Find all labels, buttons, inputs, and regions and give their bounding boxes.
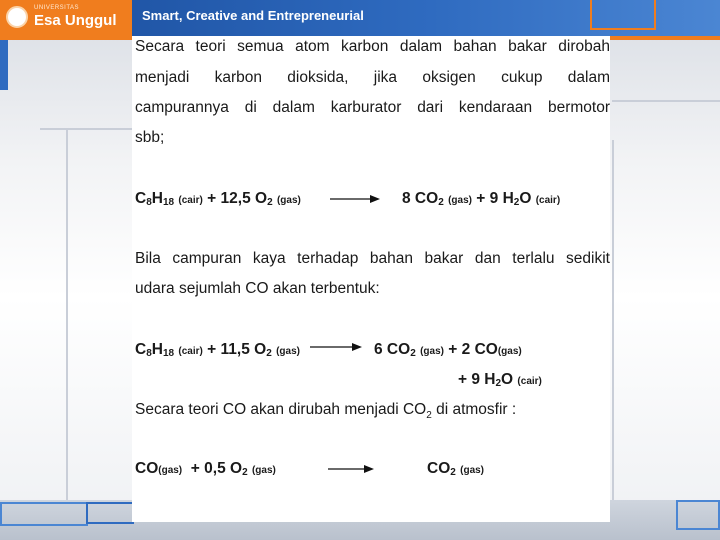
eq-text: + 9 H xyxy=(476,190,514,207)
header-bar xyxy=(0,0,720,36)
eq-state: (gas) xyxy=(276,195,301,206)
eq-text: CO xyxy=(135,460,159,477)
eq-subscript: 2 xyxy=(242,467,248,478)
eq-text: + 0,5 O xyxy=(190,460,243,477)
paragraph-line: Bila campuran kaya terhadap bahan bakar dan terlalu sedikit xyxy=(135,250,610,267)
footer-decor-box xyxy=(0,502,88,526)
logo-name: Esa Unggul xyxy=(34,12,117,29)
eq-text: + 9 H xyxy=(458,371,496,388)
decor-line xyxy=(66,128,68,508)
reaction-arrow-icon xyxy=(328,464,374,474)
eq-subscript: 2 xyxy=(267,197,273,208)
reaction-arrow-icon xyxy=(330,194,380,204)
eq-subscript: 2 xyxy=(438,197,444,208)
equation-2-products-cont xyxy=(458,371,542,389)
eq-state: (gas) xyxy=(420,346,444,357)
reaction-arrow-icon xyxy=(310,342,362,352)
eq-text: C xyxy=(135,341,147,358)
paragraph-line: Secara teori semua atom karbon dalam bahan bakar dirobah xyxy=(135,38,610,55)
paragraph-line xyxy=(135,401,516,421)
eq-text: + 2 CO xyxy=(448,341,498,358)
eq-subscript: 18 xyxy=(162,348,175,359)
eq-text: 6 CO xyxy=(374,341,411,358)
equation-1-reactants xyxy=(135,190,301,208)
paragraph-line: sbb; xyxy=(135,129,165,146)
eq-state: (cair) xyxy=(517,376,542,387)
left-accent xyxy=(0,40,8,90)
tagline: Smart, Creative and Entrepreneurial xyxy=(142,8,364,23)
paragraph-line: menjadi karbon dioksida, jika oksigen cukup dalam xyxy=(135,69,610,86)
eq-text: CO xyxy=(427,460,451,477)
decor-line xyxy=(40,128,132,130)
footer-decor-box xyxy=(676,500,720,530)
equation-2-reactants xyxy=(135,341,300,359)
paragraph-line: udara sejumlah CO akan terbentuk: xyxy=(135,280,380,297)
eq-subscript: 8 xyxy=(146,197,152,208)
eq-state: (gas) xyxy=(276,346,300,357)
slide-content xyxy=(132,36,610,522)
eq-state: (gas) xyxy=(158,465,183,476)
eq-subscript: 2 xyxy=(513,197,520,208)
eq-subscript: 2 xyxy=(266,348,272,359)
equation-3-reactants xyxy=(135,460,276,478)
logo-emblem-icon xyxy=(6,6,28,28)
eq-state: (cair) xyxy=(178,346,203,357)
eq-state: (cair) xyxy=(178,195,203,206)
footer-decor-box xyxy=(86,502,134,524)
equation-1-products xyxy=(402,190,560,208)
eq-subscript: 2 xyxy=(426,410,432,422)
eq-text: 8 CO xyxy=(402,190,439,207)
eq-state: (cair) xyxy=(535,195,561,206)
paragraph-text: di atmosfir : xyxy=(431,401,517,418)
eq-state: (gas) xyxy=(460,465,485,476)
eq-subscript: 18 xyxy=(162,197,175,208)
eq-subscript: 2 xyxy=(410,348,416,359)
eq-subscript: 8 xyxy=(146,348,152,359)
eq-text: + 12,5 O xyxy=(207,190,268,207)
paragraph-text: Secara teori CO akan dirubah menjadi CO xyxy=(135,401,427,418)
eq-state: (gas) xyxy=(251,465,276,476)
eq-text: C xyxy=(135,190,147,207)
eq-text: O xyxy=(501,371,514,388)
decor-line xyxy=(612,140,614,500)
eq-text: + 11,5 O xyxy=(207,341,267,358)
eq-text: O xyxy=(519,190,532,207)
paragraph-line: campurannya di dalam karburator dari kendaraan bermotor xyxy=(135,99,610,116)
eq-subscript: 2 xyxy=(495,378,502,389)
eq-subscript: 2 xyxy=(450,467,456,478)
decor-line xyxy=(612,100,720,102)
logo-subtitle: UNIVERSITAS xyxy=(34,5,80,11)
logo xyxy=(0,0,132,36)
eq-text: H xyxy=(151,341,163,358)
eq-state: (gas) xyxy=(497,346,522,357)
header-decor-frame xyxy=(590,0,656,30)
equation-3-products xyxy=(427,460,484,478)
equation-2-products xyxy=(374,341,522,359)
eq-state: (gas) xyxy=(448,195,472,206)
eq-text: H xyxy=(151,190,163,207)
